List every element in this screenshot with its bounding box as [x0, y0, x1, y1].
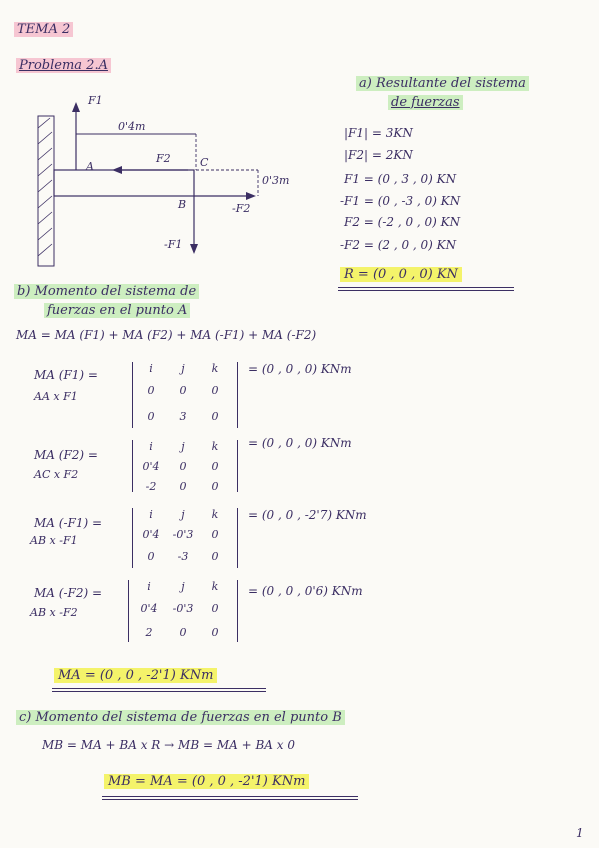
det-cell: 0 — [147, 384, 155, 397]
det-cell: 3 — [179, 410, 187, 423]
part-a-result-text: R = (0 , 0 , 0) KN — [340, 267, 462, 282]
part-a-title — [356, 76, 529, 91]
wall-hatching — [38, 118, 52, 256]
part-a-line: F1 = (0 , 3 , 0) KN — [344, 172, 457, 186]
moment-result: = (0 , 0 , 0) KNm — [248, 436, 352, 450]
problema-heading — [16, 58, 111, 73]
det-cell: k — [211, 508, 219, 521]
diagram-neg-f2: -F2 — [232, 202, 251, 215]
part-a-title-line2: de fuerzas — [388, 95, 463, 110]
moment-sub: AC x F2 — [34, 468, 79, 481]
det-cell: k — [211, 440, 219, 453]
det-cell: 0 — [211, 626, 219, 639]
det-cell: k — [211, 362, 219, 375]
part-a-line: |F1| = 3KN — [344, 126, 413, 140]
det-cell: -2 — [145, 480, 157, 493]
diagram-point-a: A — [86, 160, 94, 173]
f2-arrow — [112, 166, 122, 174]
part-a-underline — [338, 287, 514, 288]
force-diagram — [28, 88, 288, 268]
det-cell: -0'3 — [172, 602, 194, 615]
part-a-result — [340, 267, 462, 282]
moment-sub: AB x -F1 — [30, 534, 78, 547]
det-cell: 0 — [147, 550, 155, 563]
det-cell: 0 — [179, 384, 187, 397]
diagram-neg-f1: -F1 — [164, 238, 183, 251]
f1-arrow — [72, 102, 80, 112]
beam — [54, 170, 194, 196]
part-a-title-line1: a) Resultante del sistema — [356, 76, 529, 91]
part-b-title — [14, 284, 199, 299]
det-cell: 0 — [211, 384, 219, 397]
det-cell: 0 — [179, 460, 187, 473]
diagram-point-c: C — [200, 156, 209, 169]
part-c-result — [104, 774, 309, 789]
part-b-title-line1: b) Momento del sistema de — [14, 284, 199, 299]
det-cell: -0'3 — [172, 528, 194, 541]
part-a-line: |F2| = 2KN — [344, 148, 413, 162]
part-c-underline — [102, 799, 358, 800]
diagram-dist-top: 0'4m — [118, 120, 146, 133]
moment-label: MA (-F2) = — [34, 586, 103, 600]
det-cell: 0 — [179, 480, 187, 493]
diagram-f1-label: F1 — [88, 94, 103, 107]
det-cell: 0 — [211, 528, 219, 541]
det-cell: j — [181, 508, 185, 521]
part-b-result-text: MA = (0 , 0 , -2'1) KNm — [54, 668, 217, 683]
moment-label: MA (F1) = — [34, 368, 98, 382]
part-c-underline — [102, 796, 358, 797]
det-cell: 2 — [145, 626, 153, 639]
det-cell: -3 — [177, 550, 189, 563]
det-cell: 0'4 — [142, 460, 160, 473]
moment-result: = (0 , 0 , 0) KNm — [248, 362, 352, 376]
det-cell: 0 — [211, 480, 219, 493]
part-b-underline — [52, 691, 266, 692]
part-a-underline — [338, 290, 514, 291]
det-cell: 0 — [179, 626, 187, 639]
moment-result: = (0 , 0 , 0'6) KNm — [248, 584, 363, 598]
part-b-result — [54, 668, 217, 683]
moment-result: = (0 , 0 , -2'7) KNm — [248, 508, 367, 522]
diagram-dist-side: 0'3m — [262, 174, 290, 187]
part-b-underline — [52, 688, 266, 689]
diagram-f2-label: F2 — [156, 152, 171, 165]
neg-f2-arrow — [246, 192, 256, 200]
diagram-point-b: B — [178, 198, 187, 211]
tema-heading — [14, 22, 73, 37]
det-cell: 0 — [211, 602, 219, 615]
part-b-title-line2: fuerzas en el punto A — [44, 303, 190, 318]
part-b-equation: MA = MA (F1) + MA (F2) + MA (-F1) + MA (-F2) — [16, 328, 317, 342]
det-cell: 0 — [147, 410, 155, 423]
part-a-line: -F1 = (0 , -3 , 0) KN — [340, 194, 461, 208]
det-cell: i — [149, 362, 153, 375]
det-cell: j — [181, 440, 185, 453]
det-cell: 0'4 — [140, 602, 158, 615]
part-c-title-text: c) Momento del sistema de fuerzas en el punto B — [16, 710, 345, 725]
det-cell: k — [211, 580, 219, 593]
det-cell: 0'4 — [142, 528, 160, 541]
part-a-line: -F2 = (2 , 0 , 0) KN — [340, 238, 457, 252]
part-a-subtitle — [388, 95, 463, 110]
neg-f1-arrow — [190, 244, 198, 254]
det-cell: 0 — [211, 410, 219, 423]
part-c-title — [16, 710, 345, 725]
det-cell: j — [181, 580, 185, 593]
det-cell: i — [147, 580, 151, 593]
det-cell: 0 — [211, 550, 219, 563]
moment-sub: AA x F1 — [34, 390, 78, 403]
problema-label: Problema 2.A — [16, 58, 111, 73]
moment-sub: AB x -F2 — [30, 606, 78, 619]
det-cell: j — [181, 362, 185, 375]
det-cell: 0 — [211, 460, 219, 473]
wall — [38, 116, 54, 266]
part-c-result-text: MB = MA = (0 , 0 , -2'1) KNm — [104, 774, 309, 789]
tema-label: TEMA 2 — [14, 22, 73, 37]
det-cell: i — [149, 440, 153, 453]
moment-label: MA (F2) = — [34, 448, 98, 462]
moment-label: MA (-F1) = — [34, 516, 103, 530]
page-number: 1 — [576, 826, 584, 840]
det-cell: i — [149, 508, 153, 521]
part-a-line: F2 = (-2 , 0 , 0) KN — [344, 215, 461, 229]
part-b-subtitle — [44, 303, 190, 318]
part-c-equation: MB = MA + BA x R → MB = MA + BA x 0 — [42, 738, 295, 752]
